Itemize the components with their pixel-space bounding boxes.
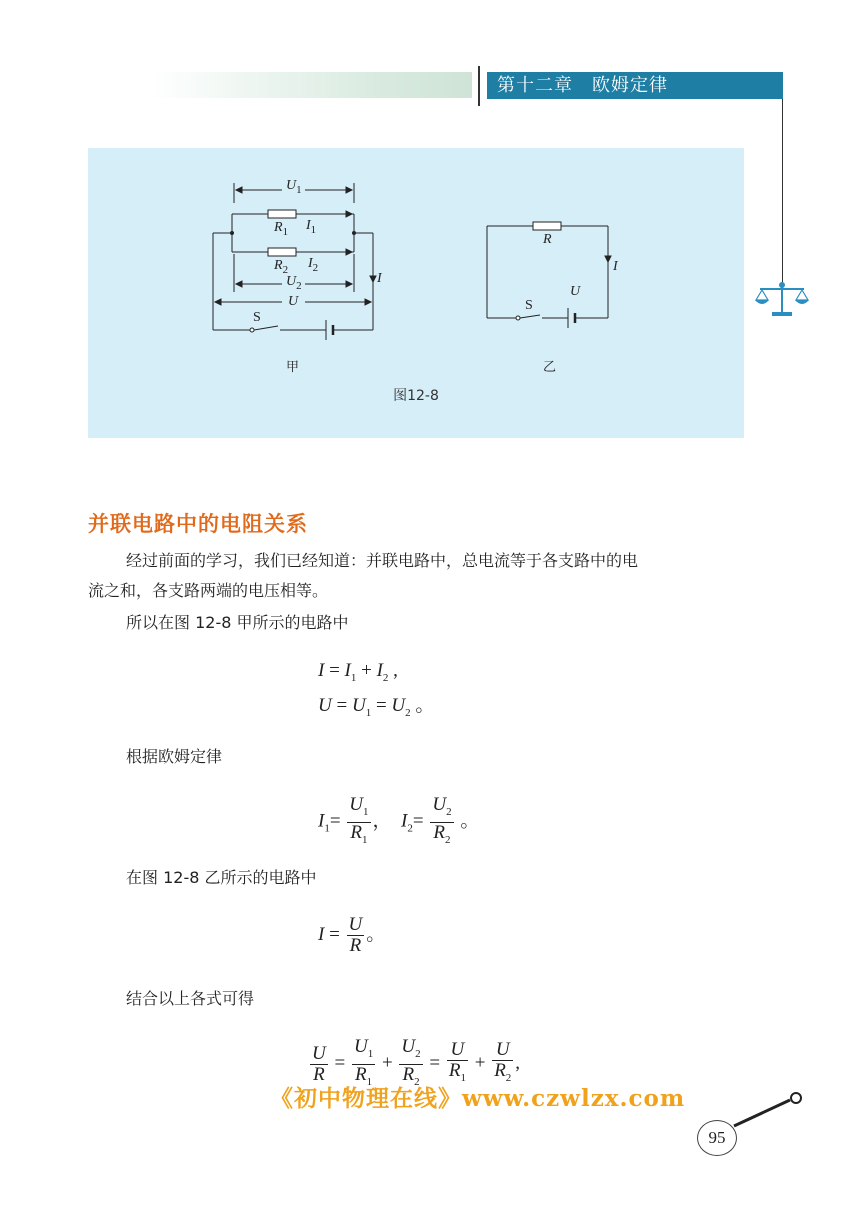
- label-I2: $I_2$: [308, 256, 319, 274]
- paragraph-4: 在图 12-8 乙所示的电路中: [126, 868, 317, 887]
- equation-ohm-branches: $I_1=$ $\frac{U_1}{R_1}$ ， $I_2=$ $\frac{U_2}{R_2}$ 。: [318, 794, 480, 846]
- equation-current-sum: $I = I_1 + I_2$ ,: [318, 660, 398, 684]
- chapter-title: 第十二章 欧姆定律: [487, 72, 783, 99]
- paragraph-3: 根据欧姆定律: [126, 747, 223, 766]
- paragraph-1a: 经过前面的学习，我们已经知道：并联电路中，总电流等于各支路中的电: [126, 551, 639, 570]
- label-S-yi: S: [525, 298, 533, 313]
- paragraph-2: 所以在图 12-8 甲所示的电路中: [126, 613, 349, 632]
- equation-voltage-equal: $U = U_1 = U_2$ 。: [318, 695, 435, 719]
- section-title: 并联电路中的电阻关系: [88, 512, 308, 536]
- label-U-yi: U: [570, 284, 581, 299]
- paragraph-5: 结合以上各式可得: [126, 989, 255, 1008]
- label-R-yi: R: [543, 232, 552, 247]
- label-U2: $U_2$: [286, 274, 302, 292]
- equation-ohm-total: I = $\frac{U}{R}$ 。: [318, 914, 386, 956]
- balance-scale-icon: [752, 280, 812, 320]
- margin-line: [782, 99, 783, 284]
- figure-caption: 图12-8: [393, 388, 439, 404]
- header-separator: [478, 66, 480, 106]
- label-I-jia: I: [377, 271, 382, 286]
- magnifier-icon: [730, 1092, 810, 1132]
- paragraph-1b: 流之和，各支路两端的电压相等。: [88, 581, 329, 600]
- label-I-yi: I: [613, 259, 618, 274]
- equation-combined: $\frac{U}{R}$ = $\frac{U_1}{R_1}$ + $\frac{U_2}{R_2}$ = $\frac{U}{R_1}$ + $\frac{U}{R_2}$ ,: [312, 1036, 521, 1088]
- label-R1: $R_1$: [274, 220, 289, 238]
- label-U1: $U_1$: [286, 178, 302, 196]
- label-I1: $I_1$: [306, 218, 317, 236]
- watermark: 《初中物理在线》www.czwlzx.com: [270, 1085, 686, 1112]
- page-number: 95: [697, 1120, 737, 1156]
- label-jia: 甲: [286, 360, 300, 375]
- label-R2: $R_2$: [274, 258, 289, 276]
- label-yi: 乙: [543, 360, 557, 375]
- label-S-jia: S: [253, 310, 261, 325]
- label-U: U: [288, 294, 299, 309]
- header-gradient-bar: [150, 72, 472, 98]
